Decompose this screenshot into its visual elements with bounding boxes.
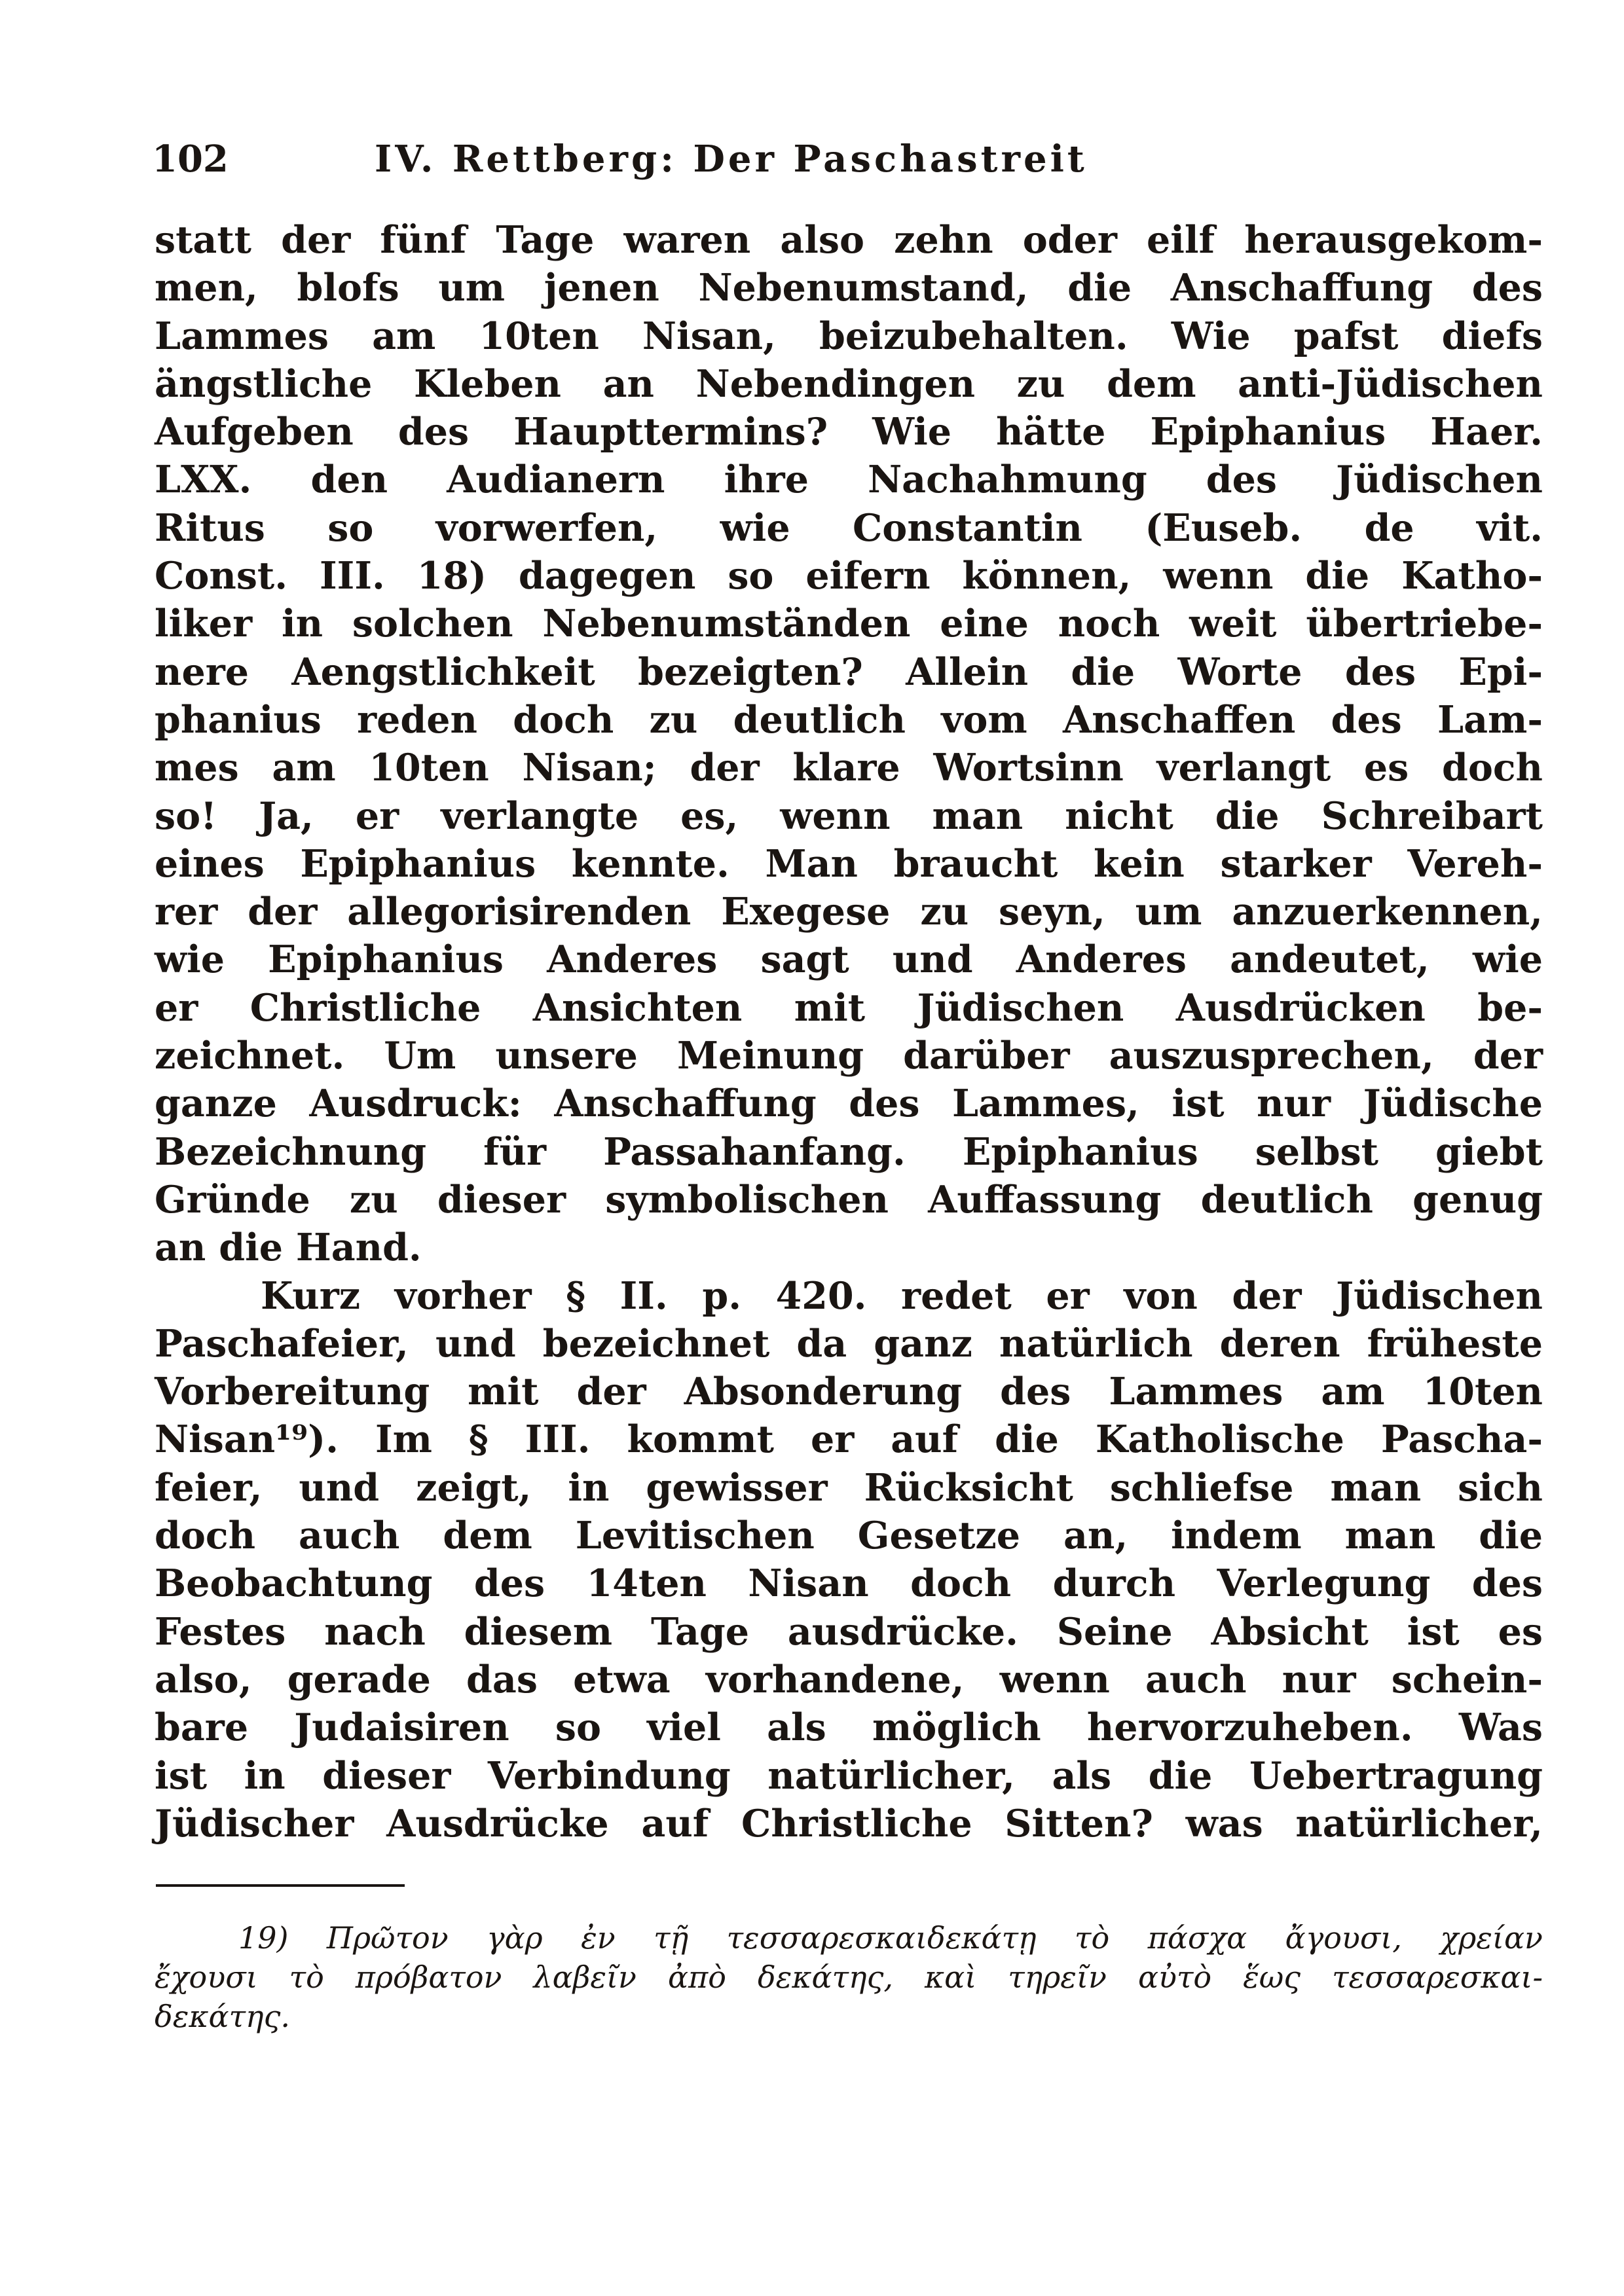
text-line: rer der allegorisirenden Exegese zu seyn, um anzuerkennen, [155, 890, 1543, 934]
text-line: ganze Ausdruck: Anschaffung des Lammes, ist nur Jüdische [155, 1082, 1543, 1126]
text-line: Jüdischer Ausdrücke auf Christliche Sitten? was natürlicher, [155, 1801, 1543, 1846]
text-line: ist in dieser Verbindung natürlicher, als die Uebertragung [155, 1753, 1543, 1798]
text-line: Paschafeier, und bezeichnet da ganz natürlich deren früheste [155, 1321, 1543, 1366]
footnote-line: δεκάτης. [155, 1999, 290, 2034]
page-header [152, 137, 1331, 190]
text-line: phanius reden doch zu deutlich vom Anschaffen des Lam- [155, 697, 1543, 742]
text-line: Nisan¹⁹). Im § III. kommt er auf die Katholische Pascha- [155, 1417, 1543, 1462]
text-line: doch auch dem Levitischen Gesetze an, indem man die [155, 1514, 1543, 1558]
text-line: feier, und zeigt, in gewisser Rücksicht schliefse man sich [155, 1465, 1543, 1510]
text-line: zeichnet. Um unsere Meinung darüber auszusprechen, der [155, 1034, 1543, 1078]
main-text [155, 216, 1543, 1848]
text-line: nere Aengstlichkeit bezeigten? Allein die Worte des Epi- [155, 649, 1543, 694]
page-number: 102 [152, 137, 229, 181]
text-line: er Christliche Ansichten mit Jüdischen Ausdrücken be- [155, 985, 1543, 1030]
text-line: ängstliche Kleben an Nebendingen zu dem anti-Jüdischen [155, 361, 1543, 406]
footnote [155, 1918, 1543, 2036]
text-line: wie Epiphanius Anderes sagt und Anderes andeutet, wie [155, 938, 1543, 982]
footnote-rule [156, 1884, 405, 1887]
text-line: Lammes am 10ten Nisan, beizubehalten. Wie pafst diefs [155, 314, 1543, 358]
text-line: liker in solchen Nebenumständen eine noch weit übertriebe- [155, 602, 1543, 646]
footnote-line: 19) Πρῶτον γὰρ ἐν τῇ τεσσαρεσκαιδεκάτῃ τὸ πάσχα ἄγουσι, χρείαν [238, 1920, 1543, 1956]
text-line: eines Epiphanius kennte. Man braucht kein starker Vereh- [155, 841, 1543, 886]
text-line: Aufgeben des Haupttermins? Wie hätte Epiphanius Haer. [155, 410, 1543, 454]
text-line: so! Ja, er verlangte es, wenn man nicht die Schreibart [155, 793, 1543, 838]
footnote-line: ἔχουσι τὸ πρόβατον λαβεῖν ἀπὸ δεκάτης, καὶ τηρεῖν αὐτὸ ἕως τεσσαρεσκαι- [155, 1959, 1543, 1995]
text-line: an die Hand. [155, 1226, 422, 1270]
text-line: Ritus so vorwerfen, wie Constantin (Euseb. de vit. [155, 505, 1543, 550]
text-line: Const. III. 18) dagegen so eifern können, wenn die Katho- [155, 554, 1543, 598]
running-title: IV. Rettberg: Der Paschastreit [375, 137, 1088, 181]
text-line: Beobachtung des 14ten Nisan doch durch Verlegung des [155, 1561, 1543, 1606]
text-line: mes am 10ten Nisan; der klare Wortsinn verlangt es doch [155, 746, 1543, 790]
text-line: men, blofs um jenen Nebenumstand, die Anschaffung des [155, 266, 1543, 310]
text-line: Kurz vorher § II. p. 420. redet er von der Jüdischen [261, 1273, 1543, 1318]
text-line: also, gerade das etwa vorhandene, wenn auch nur schein- [155, 1657, 1543, 1702]
text-line: Bezeichnung für Passahanfang. Epiphanius selbst giebt [155, 1129, 1543, 1174]
text-line: Vorbereitung mit der Absonderung des Lammes am 10ten [155, 1370, 1543, 1414]
text-line: bare Judaisiren so viel als möglich hervorzuheben. Was [155, 1705, 1543, 1750]
text-line: Gründe zu dieser symbolischen Auffassung deutlich genug [155, 1177, 1543, 1222]
text-line: statt der fünf Tage waren also zehn oder eilf herausgekom- [155, 218, 1543, 262]
text-line: LXX. den Audianern ihre Nachahmung des Jüdischen [155, 458, 1543, 502]
text-line: Festes nach diesem Tage ausdrücke. Seine Absicht ist es [155, 1609, 1543, 1654]
